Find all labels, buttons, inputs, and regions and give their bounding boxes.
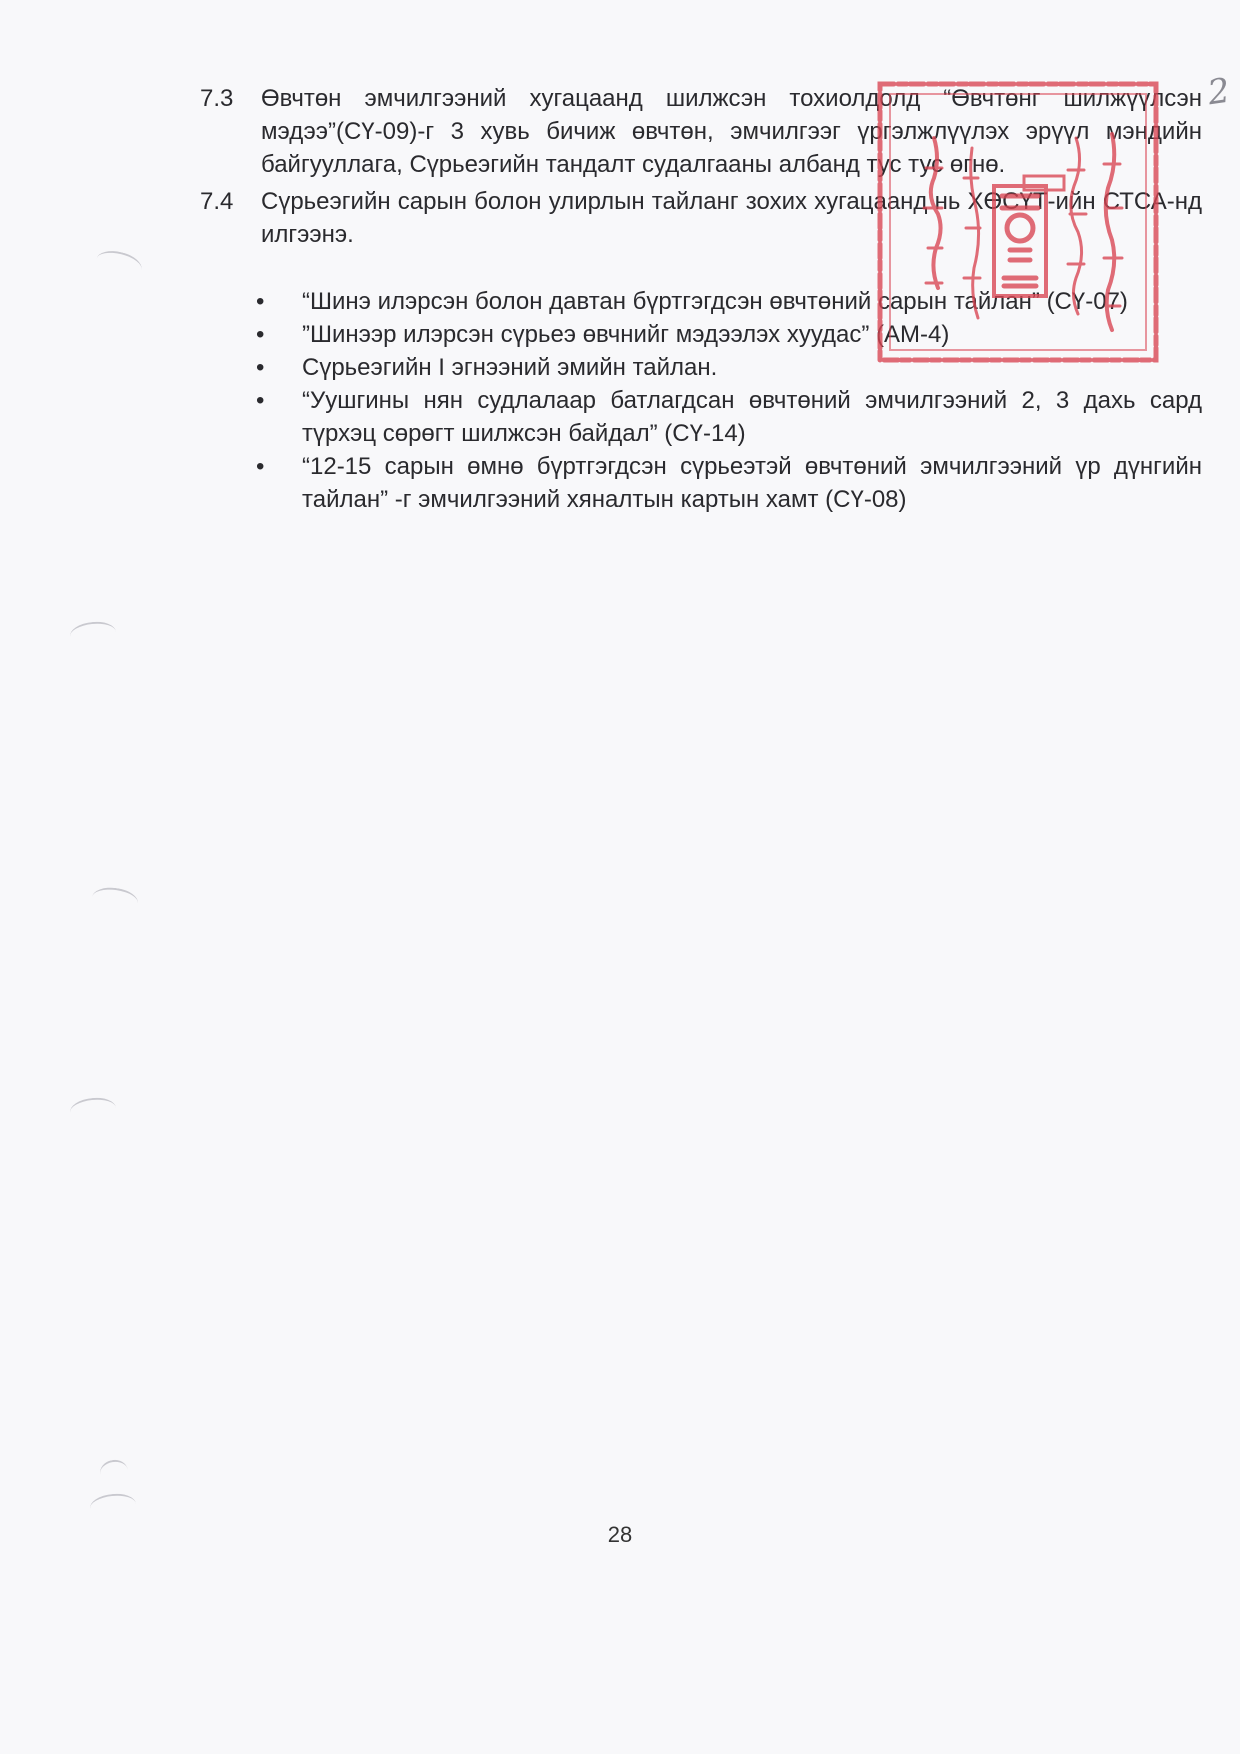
paragraph-text: Өвчтөн эмчилгээний хугацаанд шилжсэн тохиолдолд “Өвчтөнг шилжүүлсэн мэдээ”(СҮ-09)-г 3 хувь бичиж өвчтөн, эмчилгээг үргэлжлүүлэх эрүүл мэндийн байгууллага, Сүрьеэгийн тандалт судалгааны албанд тус тус өгнө. xyxy=(261,85,1202,178)
binder-hole-mark xyxy=(91,885,140,915)
paragraph-number: 7.4 xyxy=(200,188,234,215)
list-item xyxy=(250,318,1202,351)
binder-hole-mark xyxy=(98,1458,130,1486)
binder-hole-mark xyxy=(69,1096,117,1125)
bullet-icon: • xyxy=(256,453,265,480)
list-item xyxy=(250,285,1202,318)
bullet-icon: • xyxy=(256,387,265,414)
list-item xyxy=(250,351,1202,384)
page-number: 28 xyxy=(607,1522,633,1547)
binder-hole-mark xyxy=(69,620,117,649)
report-list xyxy=(250,285,1202,516)
list-item xyxy=(250,450,1202,516)
list-item-text: Сүрьеэгийн I эгнээний эмийн тайлан. xyxy=(302,354,718,381)
paragraph-7-3 xyxy=(200,82,1202,181)
paragraph-text: Сүрьеэгийн сарын болон улирлын тайланг зохих хугацаанд нь ХӨСҮТ-ийн СТСА-нд илгээнэ. xyxy=(261,188,1202,248)
bullet-icon: • xyxy=(256,321,265,348)
binder-hole-mark xyxy=(94,247,144,281)
list-item-text: ”Шинээр илэрсэн сүрьеэ өвчнийг мэдээлэх хуудас” (АМ-4) xyxy=(302,321,950,348)
binder-hole-mark xyxy=(89,1492,137,1521)
paragraph-number: 7.3 xyxy=(200,85,234,112)
list-item-text: “12-15 сарын өмнө бүртгэгдсэн сүрьеэтэй өвчтөний эмчилгээний үр дүнгийн тайлан” -г эмчилгээний хяналтын картын хамт (СҮ-08) xyxy=(302,453,1202,513)
paragraph-7-4 xyxy=(200,185,1202,251)
list-item xyxy=(250,384,1202,450)
list-item-text: “Уушгины нян судлалаар батлагдсан өвчтөний эмчилгээний 2, 3 дахь сард түрхэц сөрөгт шилжсэн байдал” (СҮ-14) xyxy=(302,387,1202,447)
bullet-icon: • xyxy=(256,288,265,315)
bullet-icon: • xyxy=(256,354,265,381)
list-item-text: “Шинэ илэрсэн болон давтан бүртгэгдсэн өвчтөний сарын тайлан” (СҮ-07) xyxy=(302,288,1128,315)
handwritten-margin-note: 2 xyxy=(1205,70,1233,114)
